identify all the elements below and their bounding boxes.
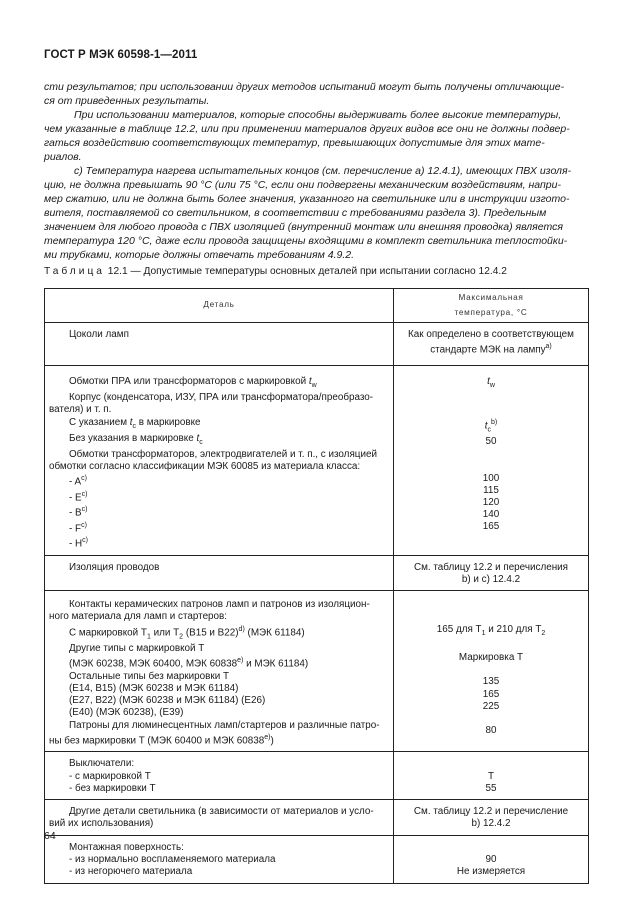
text: Обмотки ПРА или трансформаторов с маркировкой: [69, 376, 309, 387]
row-line: [49, 504, 389, 520]
row-line: [49, 489, 389, 505]
table-row: [45, 835, 589, 883]
class-label: - E: [69, 492, 82, 504]
text: в маркировке: [136, 416, 201, 428]
text: ): [270, 735, 274, 747]
intro-line: ся от приведенных результаты.: [44, 95, 210, 107]
subscript: w: [489, 381, 495, 389]
text: С маркировкой T: [69, 626, 147, 638]
value-line: T: [487, 770, 495, 782]
row-line: Остальные типы без маркировки T: [69, 670, 229, 682]
table-caption-text: 12.1 — Допустимые температуры основных деталей при испытании согласно 12.4.2: [107, 266, 507, 277]
footnote-mark: c): [81, 521, 87, 529]
row-line: [49, 624, 389, 643]
value-line: [398, 599, 584, 611]
value-line: 135: [482, 676, 500, 688]
value-line: [398, 664, 584, 676]
class-label: - F: [69, 523, 82, 535]
row-line: (E27, B22) (МЭК 60238 и МЭК 61184) (E26): [69, 695, 266, 707]
footnote-mark: b): [491, 418, 498, 426]
row-line: Корпус (конденсатора, ИЗУ, ПРА или трансформатора/преобразо-: [69, 392, 374, 404]
table-row: [45, 591, 589, 752]
document-header: ГОСТ Р МЭК 60598-1—2011: [44, 49, 198, 61]
text: или T: [150, 626, 180, 638]
subscript: c: [199, 438, 203, 446]
row-line: Другие типы с маркировкой T: [69, 643, 205, 655]
row-wire-insulation: Изоляция проводов: [69, 561, 160, 573]
table-row: [45, 555, 589, 590]
subscript: c: [487, 425, 491, 433]
header-max-temp-line2: температура, °С: [454, 308, 528, 317]
text: Без указания в маркировке: [69, 432, 197, 444]
intro-line: чем указанные в таблице 12.2, или при применении материалов других видов все они не должны подвер-: [44, 123, 570, 135]
value-line: [398, 392, 584, 404]
subscript: 2: [541, 629, 546, 637]
temperature-table: [44, 288, 589, 884]
intro-line: мер сжатию, или не должна быть более значения, указанного на светильнике или в инструкции изгото-: [44, 193, 570, 205]
row-line: Контакты керамических патронов ламп и патронов из изоляцион-: [69, 599, 370, 611]
text: (МЭК 60238, МЭК 60400, МЭК 60838: [69, 658, 238, 670]
page-number: 64: [44, 830, 56, 842]
value-line: [398, 624, 584, 640]
footnote-mark: d): [238, 625, 245, 633]
table-row: [45, 366, 589, 556]
table-row: [45, 323, 589, 366]
row-line: (E40) (МЭК 60238), (E39): [69, 707, 184, 719]
subscript: 2: [179, 632, 184, 640]
row-line: Другие детали светильника (в зависимости от материалов и усло-: [69, 805, 374, 817]
row-line: - из негорючего материала: [69, 866, 193, 878]
text: С указанием: [69, 416, 130, 428]
intro-line: значением для любого провода с ПВХ изоляцией (внутренний монтаж или внешняя проводка) является: [44, 221, 563, 233]
value-line: См. таблицу 12.2 и перечисления: [413, 561, 569, 573]
table-caption-label: Таблица: [44, 266, 105, 277]
row-line: (E14, B15) (МЭК 60238 и МЭК 61184): [69, 683, 239, 695]
header-max-temp: [394, 289, 589, 323]
row-line: [49, 535, 389, 551]
header-part: Деталь: [45, 289, 394, 323]
value-line: [398, 404, 584, 416]
table-row: [45, 799, 589, 835]
symbol: t: [484, 419, 488, 431]
value-line: [398, 460, 584, 472]
value-line: 90: [485, 854, 497, 866]
row-line: обмотки согласно классификации МЭК 60085 из материала класса:: [49, 461, 361, 473]
row-line: вателя) и т. п.: [49, 404, 112, 416]
value-line: b) 12.4.2: [471, 818, 511, 830]
row-line: [49, 655, 389, 671]
row-line: вий их использования): [49, 818, 154, 830]
value-line: [398, 448, 584, 460]
class-label: - B: [69, 507, 82, 519]
text: и МЭК 61184): [243, 658, 309, 670]
footnote-mark: а): [545, 343, 552, 351]
symbol: t: [308, 376, 312, 387]
value-line: 165: [482, 521, 500, 533]
row-line: [49, 732, 389, 748]
table-header-row: [45, 289, 589, 323]
value-line: b) и с) 12.4.2: [461, 574, 521, 586]
subscript: w: [311, 381, 317, 389]
row-line: Патроны для люминесцентных ламп/стартеров и различные патро-: [69, 719, 380, 731]
footnote-mark: c): [81, 490, 88, 498]
value-line: 100: [482, 472, 500, 484]
intro-line: При использовании материалов, которые способны выдерживать более высокие температуры,: [74, 109, 562, 121]
header-max-temp-line1: Максимальная: [458, 292, 524, 302]
value-line: 165: [482, 688, 500, 700]
value-line: [398, 611, 584, 623]
row-line: Обмотки трансформаторов, электродвигателей и т. п., с изоляцией: [69, 448, 377, 460]
row-line: ного материала для ламп и стартеров:: [49, 611, 228, 623]
symbol: t: [196, 432, 200, 444]
value-line: См. таблицу 12.2 и перечисление: [413, 805, 569, 817]
table-row: [45, 752, 589, 800]
intro-line: гаться воздействию соответствующих температур, превышающих допустимые для этих мате-: [44, 137, 545, 149]
intro-line: цию, не должна превышать 90 °С (или 75 °С, если они подвергены механическим воздействиям, напри-: [44, 179, 561, 191]
footnote-mark: c): [81, 506, 88, 514]
value-line: Как определено в соответствующем: [408, 329, 574, 340]
row-line: Выключатели:: [69, 758, 135, 770]
symbol: t: [129, 416, 133, 428]
value-line: Маркировка T: [458, 652, 524, 664]
text: (B15 и B22): [183, 626, 239, 638]
row-line: [49, 376, 389, 392]
intro-line: температура 120 °С, даже если провода защищены входящими в комплект светильника теплостойки-: [44, 235, 568, 247]
value-line: [398, 640, 584, 652]
class-label: - H: [69, 538, 83, 550]
intro-line: риалов.: [44, 151, 82, 163]
intro-line: с) Температура нагрева испытательных концов (см. перечисление а) 12.4.1), имеющих ПВХ изоля-: [74, 165, 572, 177]
intro-line: вителя, поставляемой со светильником, в соответствии с требованиями раздела 3). Предельным: [44, 207, 547, 219]
value-line: 115: [483, 484, 499, 496]
text: ны без маркировки T (МЭК 60400 и МЭК 60838: [49, 735, 265, 747]
row-line: - с маркировкой T: [69, 770, 151, 782]
text: и 210 для T: [485, 623, 542, 635]
value-line: [398, 713, 584, 725]
row-line: - без маркировки T: [69, 782, 156, 794]
footnote-mark: e): [264, 733, 271, 741]
row-lamp-caps: Цоколи ламп: [69, 329, 129, 340]
intro-line: ми трубками, которые должны отвечать требованиям 4.9.2.: [44, 249, 355, 261]
table-caption: [44, 266, 507, 277]
footnote-mark: c): [81, 475, 87, 483]
row-line: [49, 520, 389, 536]
value-line: Не измеряется: [456, 866, 526, 878]
text: (МЭК 61184): [244, 626, 305, 638]
value-line: 120: [482, 497, 500, 509]
value-line: [398, 341, 584, 357]
row-line: Монтажная поверхность:: [69, 841, 184, 853]
value-line: [398, 758, 584, 770]
value-line: 50: [485, 436, 497, 448]
intro-line: сти результатов; при использовании других методов испытаний могут быть получены отличающие-: [44, 81, 565, 93]
symbol: t: [487, 376, 490, 387]
row-line: - из нормально воспламеняемого материала: [69, 854, 276, 866]
footnote-mark: e): [237, 657, 244, 665]
value-line: 225: [482, 700, 500, 712]
value-text: стандарте МЭК на лампу: [430, 344, 546, 356]
subscript: 1: [146, 632, 151, 640]
row-line: [49, 473, 389, 489]
value-line: 55: [485, 782, 497, 794]
text: 165 для T: [436, 623, 482, 635]
subscript: c: [132, 422, 136, 430]
value-line: [398, 376, 584, 392]
class-label: - A: [69, 476, 82, 488]
value-line: 80: [485, 725, 497, 737]
row-line: [49, 433, 389, 449]
value-line: [398, 842, 584, 854]
row-line: [49, 417, 389, 433]
value-line: [398, 417, 584, 436]
footnote-mark: c): [82, 537, 89, 545]
value-line: 140: [482, 509, 500, 521]
subscript: 1: [481, 629, 486, 637]
